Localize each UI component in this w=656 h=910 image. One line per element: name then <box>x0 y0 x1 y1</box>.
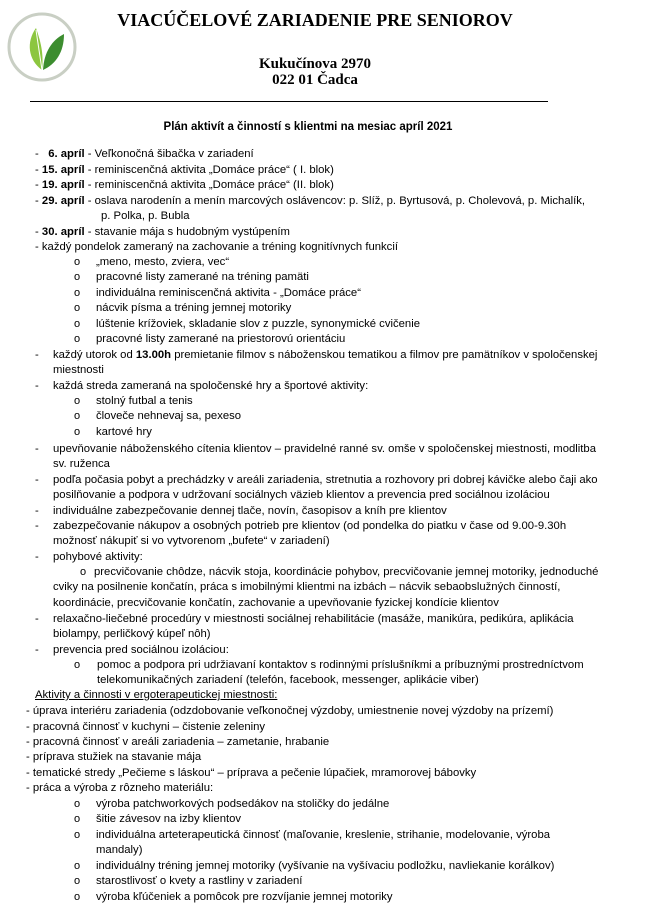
address-street: Kukučínova 2970 <box>258 56 372 72</box>
wednesday-intro: každá streda zameraná na spoločenské hry a športové aktivity: <box>53 380 369 392</box>
ergo-line: - príprava stužiek na stavanie mája <box>26 751 202 763</box>
monday-intro: - každý pondelok zameraný na zachovanie a tréning kognitívnych funkcií <box>35 241 398 253</box>
institution-title: VIACÚČELOVÉ ZARIADENIE PRE SENIOROV <box>117 10 513 30</box>
plan-title: Plán aktivít a činností s klientmi na mesiac apríl 2021 <box>163 121 453 133</box>
bullet-circle: o <box>74 410 81 422</box>
prevention-text: pomoc a podpora pri udržiavaní kontaktov s rodinnými príslušníkmi a príbuznými prostredníctvom <box>97 659 584 671</box>
bullet-circle: o <box>74 271 81 283</box>
list-item: - 19. apríl - reminiscenčná aktivita „Domáce práce“ (II. blok) <box>35 179 334 191</box>
bullet-circle: o <box>74 302 81 314</box>
ergo-line: - tematické stredy „Pečieme s láskou“ – príprava a pečenie lúpačiek, mramorovej bábovky <box>26 767 477 779</box>
list-item: zabezpečovanie nákupov a osobných potrieb pre klientov (od pondelka do piatku v čase od 9.00-9.30h <box>53 520 567 532</box>
sub-item: lúštenie krížoviek, skladanie slov z puzzle, synonymické cvičenie <box>96 318 420 330</box>
bullet-circle: o <box>74 813 81 825</box>
logo <box>6 8 78 86</box>
sub-item: individuálna arteterapeutická činnosť (maľovanie, kreslenie, strihanie, modelovanie, výroba <box>96 829 551 841</box>
list-item-continuation: sv. ruženca <box>53 458 110 470</box>
sub-item: nácvik písma a tréning jemnej motoriky <box>96 302 292 314</box>
bullet-circle: o <box>74 395 81 407</box>
sub-item-continuation: mandaly) <box>96 844 143 856</box>
sub-item: individuálny tréning jemnej motoriky (vyšívanie na vyšívaciu podložku, navliekanie korálkov) <box>96 860 555 872</box>
tuesday-continuation: miestnosti <box>53 364 104 376</box>
sub-item: starostlivosť o kvety a rastliny v zariadení <box>96 875 303 887</box>
sub-item: výroba patchworkových podsedákov na stoličky do jedálne <box>96 798 390 810</box>
tuesday-line: každý utorok od 13.00h premietanie filmov s náboženskou tematikou a filmov pre pamätníkov v spoločenskej <box>53 349 598 361</box>
ergo-line: - práca a výroba z rôzneho materiálu: <box>26 782 214 794</box>
bullet-circle: o <box>80 566 87 578</box>
list-item-continuation: p. Polka, p. Bubla <box>101 210 190 222</box>
bullet-circle: o <box>74 860 81 872</box>
ergo-line: - pracovná činnosť v areáli zariadenia – zametanie, hrabanie <box>26 736 330 748</box>
bullet-circle: o <box>74 318 81 330</box>
bullet-circle: o <box>74 426 81 438</box>
bullet-dash: - <box>35 520 39 532</box>
bullet-circle: o <box>74 798 81 810</box>
sub-item: individuálna reminiscenčná aktivita - „Domáce práce“ <box>96 287 361 299</box>
movement-text: cviky na posilnenie končatín, práca s imobilnými klientmi na izbách – nácvik sebaobslužných činností, <box>53 581 561 593</box>
rehab-text: relaxačno-liečebné procedúry v miestnosti sociálnej rehabilitácie (masáže, manikúra, pedikúra, aplikácia <box>53 613 574 625</box>
prevention-intro: prevencia pred sociálnou izoláciou: <box>53 644 229 656</box>
bullet-dash: - <box>35 349 39 361</box>
ergo-heading: Aktivity a činnosti v ergoterapeutickej miestnosti: <box>35 689 278 701</box>
sub-item: človeče nehnevaj sa, pexeso <box>96 410 242 422</box>
movement-text: precvičovanie chôdze, nácvik stoja, koordinácie pohybov, precvičovanie jemnej motoriky, jednoduché <box>94 566 599 578</box>
list-item-continuation: možnosť nákupiť si vo vytvorenom „bufete“ v zariadení) <box>53 535 330 547</box>
bullet-circle: o <box>74 333 81 345</box>
bullet-dash: - <box>35 613 39 625</box>
list-item: - 6. apríl - Veľkonočná šibačka v zariadení <box>35 148 254 160</box>
sub-item: šitie závesov na izby klientov <box>96 813 242 825</box>
bullet-dash: - <box>35 551 39 563</box>
list-item: podľa počasia pobyt a prechádzky v areáli zariadenia, stretnutia a rozhovory pri dobrej kávičke alebo čaji ako <box>53 474 598 486</box>
list-item: individuálne zabezpečovanie dennej tlače, novín, časopisov a kníh pre klientov <box>53 505 447 517</box>
bullet-dash: - <box>35 474 39 486</box>
bullet-dash: - <box>35 380 39 392</box>
list-item: upevňovanie náboženského cítenia klientov – pravidelné ranné sv. omše v spoločenskej miestnosti, modlitba <box>53 443 596 455</box>
sub-item: výroba kľúčeniek a pomôcok pre rozvíjanie jemnej motoriky <box>96 891 393 903</box>
sub-item: kartové hry <box>96 426 152 438</box>
bullet-circle: o <box>74 256 81 268</box>
list-item: - 29. apríl - oslava narodenín a menín marcových oslávencov: p. Slíž, p. Byrtusová, p. Cholevová, p. Michalík, <box>35 195 586 207</box>
sub-item: „meno, mesto, zviera, vec“ <box>96 256 230 268</box>
ergo-line: - pracovná činnosť v kuchyni – čistenie zeleniny <box>26 721 266 733</box>
bullet-dash: - <box>35 443 39 455</box>
bullet-circle: o <box>74 891 81 903</box>
list-item-continuation: posilňovanie a podpora v udržovaní sociálnych väzieb klientov a prevencia pred sociálnou izoláciou <box>53 489 550 501</box>
list-item: - 15. apríl - reminiscenčná aktivita „Domáce práce“ ( I. blok) <box>35 164 334 176</box>
bullet-circle: o <box>74 659 81 671</box>
address-city: 022 01 Čadca <box>272 72 358 88</box>
bullet-circle: o <box>74 829 81 841</box>
rehab-text: biolampy, perličkový kúpeľ nôh) <box>53 628 211 640</box>
header-divider <box>30 101 548 102</box>
movement-text: koordinácie, precvičovanie končatín, zachovanie a upevňovanie fyzickej kondície klientov <box>53 597 499 609</box>
bullet-dash: - <box>35 644 39 656</box>
prevention-text: telekomunikačných zariadení (telefón, facebook, messenger, aplikácie viber) <box>97 674 479 686</box>
ergo-line: - úprava interiéru zariadenia (odzdobovanie veľkonočnej výzdoby, umiestnenie novej výzdoby na prízemí) <box>26 705 554 717</box>
movement-intro: pohybové aktivity: <box>53 551 143 563</box>
bullet-dash: - <box>35 505 39 517</box>
bullet-circle: o <box>74 875 81 887</box>
sub-item: pracovné listy zamerané na priestorovú orientáciu <box>96 333 346 345</box>
bullet-circle: o <box>74 287 81 299</box>
list-item: - 30. apríl - stavanie mája s hudobným vystúpením <box>35 226 290 238</box>
sub-item: stolný futbal a tenis <box>96 395 193 407</box>
sub-item: pracovné listy zamerané na tréning pamäti <box>96 271 309 283</box>
